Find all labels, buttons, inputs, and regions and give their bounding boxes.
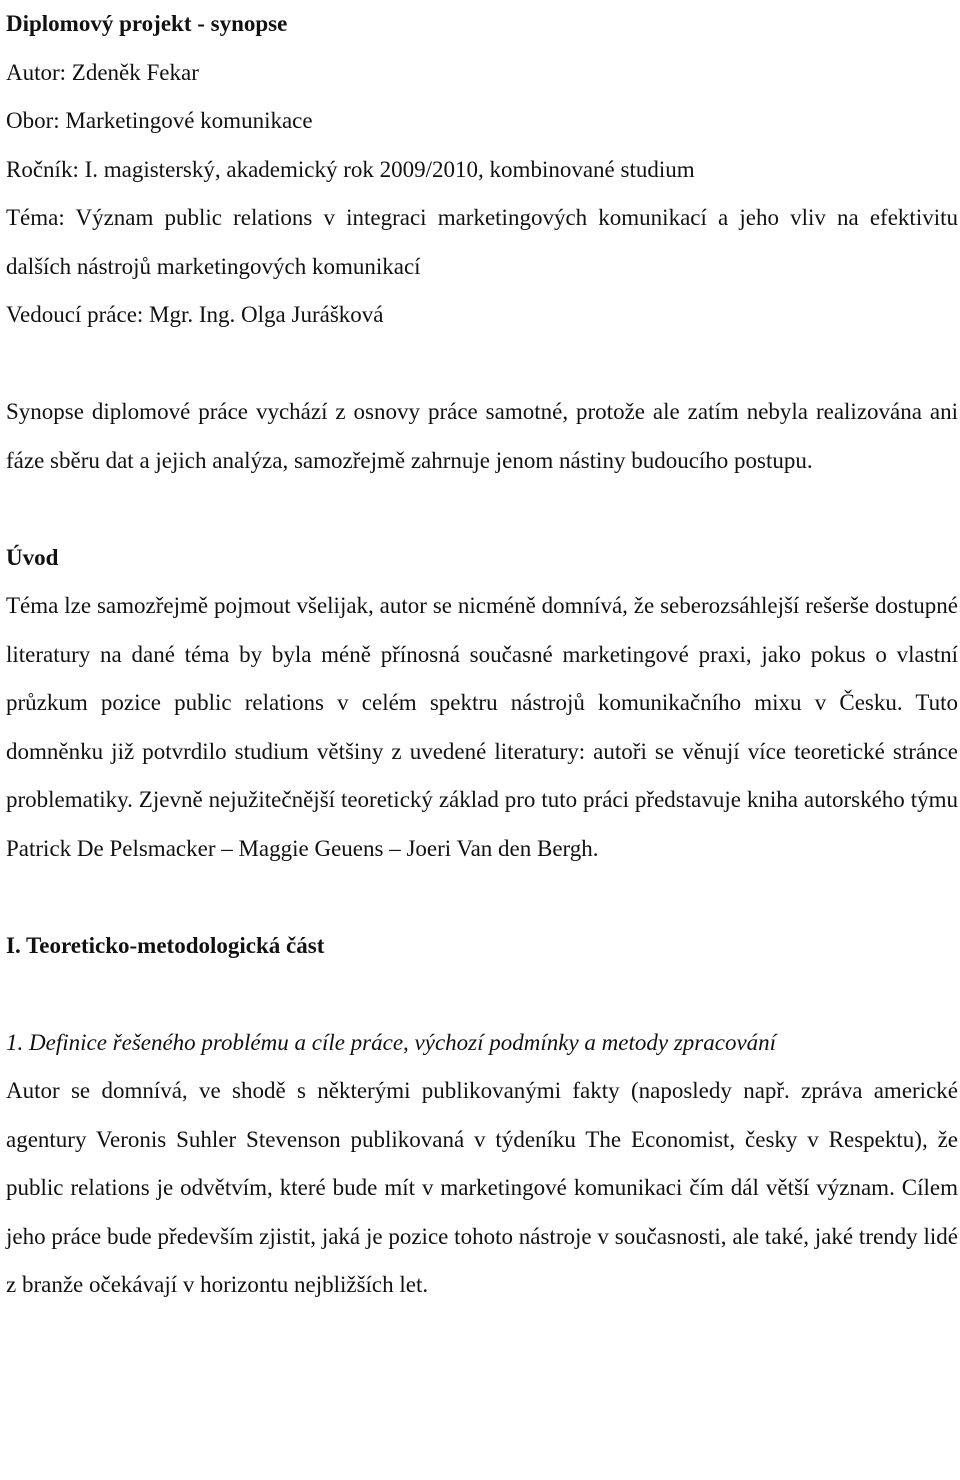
spacer — [6, 340, 958, 389]
subsection-heading: 1. Definice řešeného problému a cíle práce, výchozí podmínky a metody zpracování — [6, 1029, 777, 1055]
synopsis-paragraph: Synopse diplomové práce vychází z osnovy práce samotné, protože ale zatím nebyla realizována ani fáze sběru dat a jejich analýza, samozřejmě zahrnuje jenom nástiny budoucího postupu. — [6, 399, 958, 473]
document-page — [6, 0, 958, 1310]
field-line: Obor: Marketingové komunikace — [6, 108, 313, 133]
topic-paragraph: Téma: Význam public relations v integraci marketingových komunikací a jeho vliv na efektivitu dalších nástrojů marketingových komunikací — [6, 205, 958, 279]
intro-paragraph: Téma lze samozřejmě pojmout všelijak, autor se nicméně domnívá, že seberozsáhlejší rešerše dostupné literatury na dané téma by byla méně přínosná současné marketingové praxi, jako pokus o vlastní průzkum pozice public relations v celém spektru nástrojů komunikačního mixu v Česku. Tuto domněnku již potvrdilo studium většiny z uvedené literatury: autoři se věnují více teoretické stránce problematiky. Zjevně nejužitečnější teoretický základ pro tuto práci představuje kniha autorského týmu Patrick De Pelsmacker – Maggie Geuens – Joeri Van den Bergh. — [6, 593, 958, 861]
spacer — [6, 485, 958, 534]
author-line: Autor: Zdeněk Fekar — [6, 59, 199, 85]
section-heading: I. Teoreticko-metodologická část — [6, 932, 325, 958]
supervisor-line: Vedoucí práce: Mgr. Ing. Olga Jurášková — [6, 302, 384, 327]
intro-heading: Úvod — [6, 544, 59, 570]
spacer — [6, 873, 958, 922]
section-paragraph: Autor se domnívá, ve shodě s některými publikovanými fakty (naposledy např. zpráva americké agentury Veronis Suhler Stevenson publikovaná v týdeníku The Economist, česky v Respektu), že public relations je odvětvím, které bude mít v marketingové komunikaci čím dál větší význam. Cílem jeho práce bude především zjistit, jaká je pozice tohoto nástroje v současnosti, ale také, jaké trendy lidé z branže očekávají v horizontu nejbližších let. — [6, 1078, 958, 1297]
year-line: Ročník: I. magisterský, akademický rok 2009/2010, kombinované studium — [6, 156, 695, 182]
spacer — [6, 970, 958, 1019]
document-title: Diplomový projekt - synopse — [6, 11, 288, 36]
